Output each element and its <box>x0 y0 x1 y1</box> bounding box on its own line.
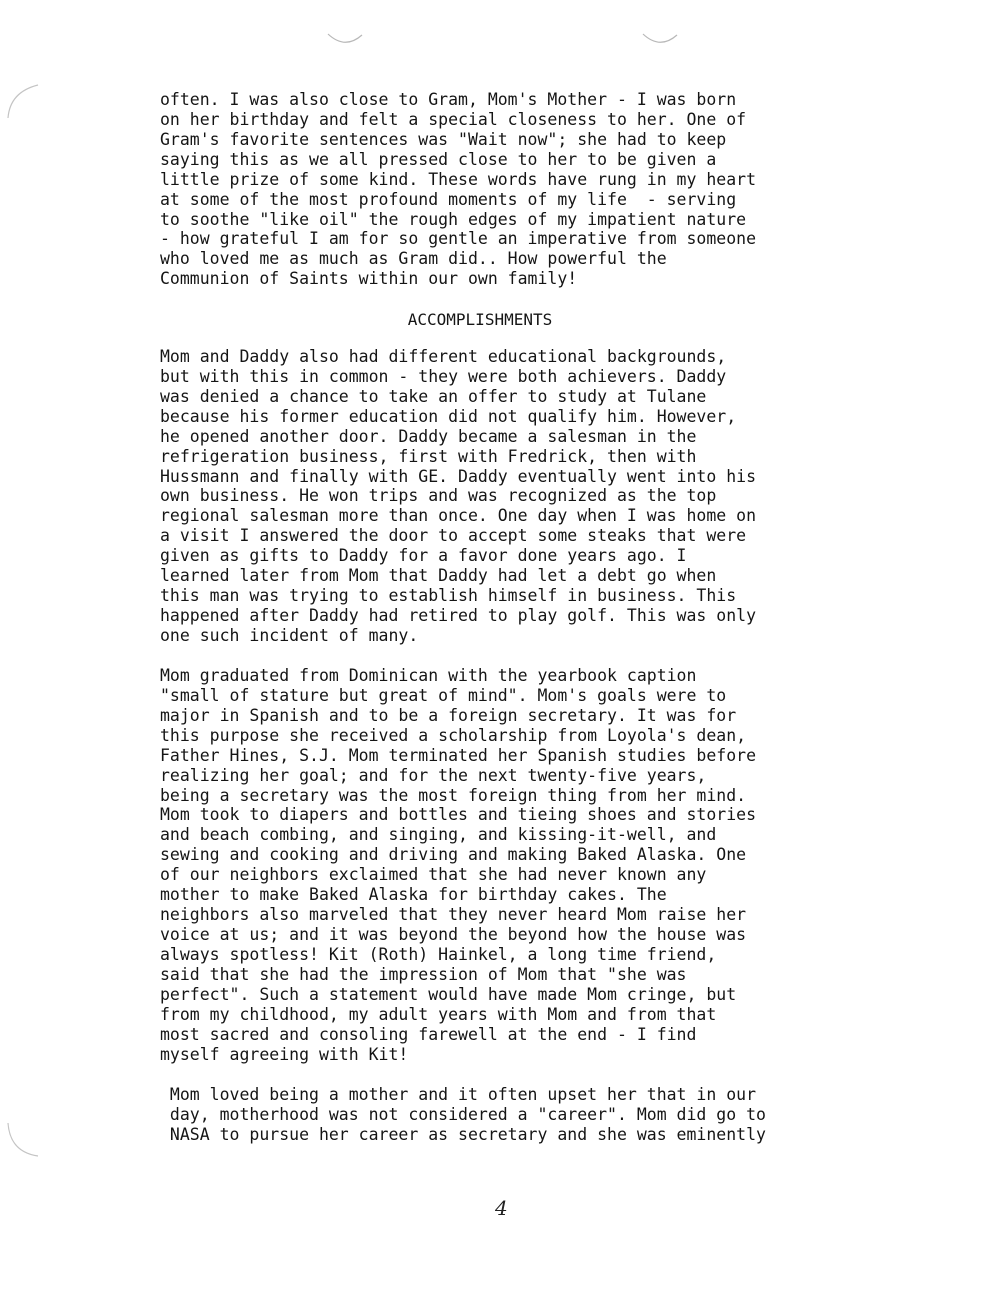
text-line: voice at us; and it was beyond the beyond how the house was <box>160 924 747 944</box>
text-line: a visit I answered the door to accept some steaks that were <box>160 526 747 546</box>
paragraph-accomplishments <box>160 347 900 646</box>
text-line: perfect". Such a statement would have made Mom cringe, but <box>160 984 737 1004</box>
text-line: neighbors also marveled that they never heard Mom raise her <box>160 905 747 925</box>
text-line: learned later from Mom that Daddy had let a debt go when <box>160 566 717 586</box>
text-line: of our neighbors exclaimed that she had never known any <box>160 865 707 885</box>
text-line: being a secretary was the most foreign thing from her mind. <box>160 785 747 805</box>
page-edge-mark-bottom <box>2 1120 42 1160</box>
binder-hole-mark-right <box>640 30 680 50</box>
text-line: Mom took to diapers and bottles and tieing shoes and stories <box>160 805 757 825</box>
page-edge-mark-top <box>2 82 42 122</box>
text-line: Mom graduated from Dominican with the yearbook caption <box>160 666 697 685</box>
text-line: myself agreeing with Kit! <box>160 1044 409 1064</box>
text-line: but with this in common - they were both achievers. Daddy <box>160 366 727 386</box>
text-line: sewing and cooking and driving and making Baked Alaska. One <box>160 845 747 865</box>
text-line: realizing her goal; and for the next twenty-five years, <box>160 765 707 785</box>
paragraph-motherhood <box>160 1085 900 1145</box>
text-line: always spotless! Kit (Roth) Hainkel, a long time friend, <box>160 944 717 964</box>
text-line: own business. He won trips and was recognized as the top <box>160 486 717 506</box>
text-line: - how grateful I am for so gentle an imperative from someone <box>160 229 757 249</box>
text-line: saying this as we all pressed close to her to be given a <box>160 149 717 169</box>
text-line: one such incident of many. <box>160 625 419 645</box>
text-line: Hussmann and finally with GE. Daddy eventually went into his <box>160 466 757 486</box>
text-line: regional salesman more than once. One day when I was home on <box>160 506 757 526</box>
text-line: he opened another door. Daddy became a salesman in the <box>160 426 697 446</box>
paragraph-gram <box>160 90 900 289</box>
page-number: 4 <box>495 1196 508 1220</box>
text-line: was denied a chance to take an offer to study at Tulane <box>160 386 707 406</box>
text-line: who loved me as much as Gram did.. How powerful the <box>160 249 667 269</box>
text-line: to soothe "like oil" the rough edges of my impatient nature <box>160 209 747 229</box>
text-line: given as gifts to Daddy for a favor done years ago. I <box>160 546 687 566</box>
text-line: day, motherhood was not considered a "career". Mom did go to <box>160 1104 766 1124</box>
text-line: because his former education did not qualify him. However, <box>160 406 737 426</box>
text-line: Mom loved being a mother and it often upset her that in our <box>160 1085 757 1104</box>
text-line: NASA to pursue her career as secretary and she was eminently <box>160 1124 766 1144</box>
text-line: Gram's favorite sentences was "Wait now"; she had to keep <box>160 129 727 149</box>
text-line: this purpose she received a scholarship from Loyola's dean, <box>160 725 747 745</box>
text-line: "small of stature but great of mind". Mom's goals were to <box>160 685 727 705</box>
text-line: this man was trying to establish himself in business. This <box>160 586 737 606</box>
text-line: from my childhood, my adult years with Mom and from that <box>160 1004 717 1024</box>
text-line: little prize of some kind. These words have rung in my heart <box>160 169 757 189</box>
text-line: major in Spanish and to be a foreign secretary. It was for <box>160 705 737 725</box>
text-line: mother to make Baked Alaska for birthday cakes. The <box>160 885 667 905</box>
text-line: at some of the most profound moments of my life - serving <box>160 189 737 209</box>
text-line: often. I was also close to Gram, Mom's Mother - I was born <box>160 90 737 109</box>
paragraph-dominican <box>160 666 900 1064</box>
text-line: said that she had the impression of Mom that "she was <box>160 964 687 984</box>
text-line: and beach combing, and singing, and kissing-it-well, and <box>160 825 717 845</box>
section-heading: ACCOMPLISHMENTS <box>407 310 553 329</box>
text-line: refrigeration business, first with Fredrick, then with <box>160 446 697 466</box>
text-line: most sacred and consoling farewell at the end - I find <box>160 1024 697 1044</box>
text-line: Father Hines, S.J. Mom terminated her Spanish studies before <box>160 745 757 765</box>
binder-hole-mark-left <box>325 30 365 50</box>
text-line: happened after Daddy had retired to play golf. This was only <box>160 605 757 625</box>
text-line: Communion of Saints within our own family! <box>160 269 578 289</box>
text-line: on her birthday and felt a special closeness to her. One of <box>160 109 747 129</box>
text-line: Mom and Daddy also had different educational backgrounds, <box>160 347 727 366</box>
